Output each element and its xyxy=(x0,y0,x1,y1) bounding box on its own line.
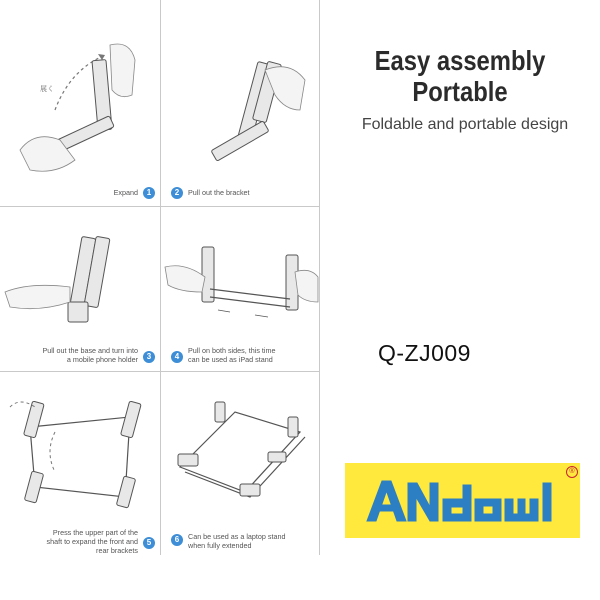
step-1-badge: 1 xyxy=(143,187,155,199)
step-3-caption-line2: a mobile phone holder xyxy=(66,355,138,364)
step-2-caption: Pull out the bracket xyxy=(188,188,250,197)
step-4-badge: 4 xyxy=(171,351,183,363)
step-2-illustration xyxy=(160,0,320,206)
model-number: Q-ZJ009 xyxy=(378,340,471,366)
step-5-badge: 5 xyxy=(143,537,155,549)
step-3-panel xyxy=(0,207,160,371)
headline-line2: Portable xyxy=(412,76,508,107)
registered-trademark-icon: ® xyxy=(566,466,578,478)
illustration-label: 展く xyxy=(40,86,54,93)
step-1-panel xyxy=(0,0,160,206)
subtitle: Foldable and portable design xyxy=(361,116,569,133)
step-4-caption-line1: Pull on both sides, this time xyxy=(188,346,276,355)
step-2-badge: 2 xyxy=(171,187,183,199)
brand-logo xyxy=(345,463,580,538)
step-6-caption-line1: Can be used as a laptop stand xyxy=(188,532,286,541)
step-6-caption-line2: when fully extended xyxy=(188,541,252,550)
step-1-caption: Expand xyxy=(113,188,138,197)
step-1-illustration xyxy=(0,0,160,206)
step-4-panel xyxy=(160,207,320,371)
brand-logo-graphic xyxy=(345,463,580,538)
step-5-caption-line3: rear brackets xyxy=(96,546,138,555)
step-5-caption-line2: shaft to expand the front and xyxy=(46,537,138,546)
step-5-caption-line1: Press the upper part of the xyxy=(52,528,138,537)
step-2-panel xyxy=(160,0,320,206)
step-3-caption-line1: Pull out the base and turn into xyxy=(42,346,138,355)
step-6-illustration xyxy=(160,372,320,555)
step-6-panel xyxy=(160,372,320,555)
step-4-caption-line2: can be used as iPad stand xyxy=(188,355,273,364)
step-5-panel xyxy=(0,372,160,555)
headline-line1: Easy assembly xyxy=(374,45,546,76)
step-3-badge: 3 xyxy=(143,351,155,363)
step-6-badge: 6 xyxy=(171,534,183,546)
